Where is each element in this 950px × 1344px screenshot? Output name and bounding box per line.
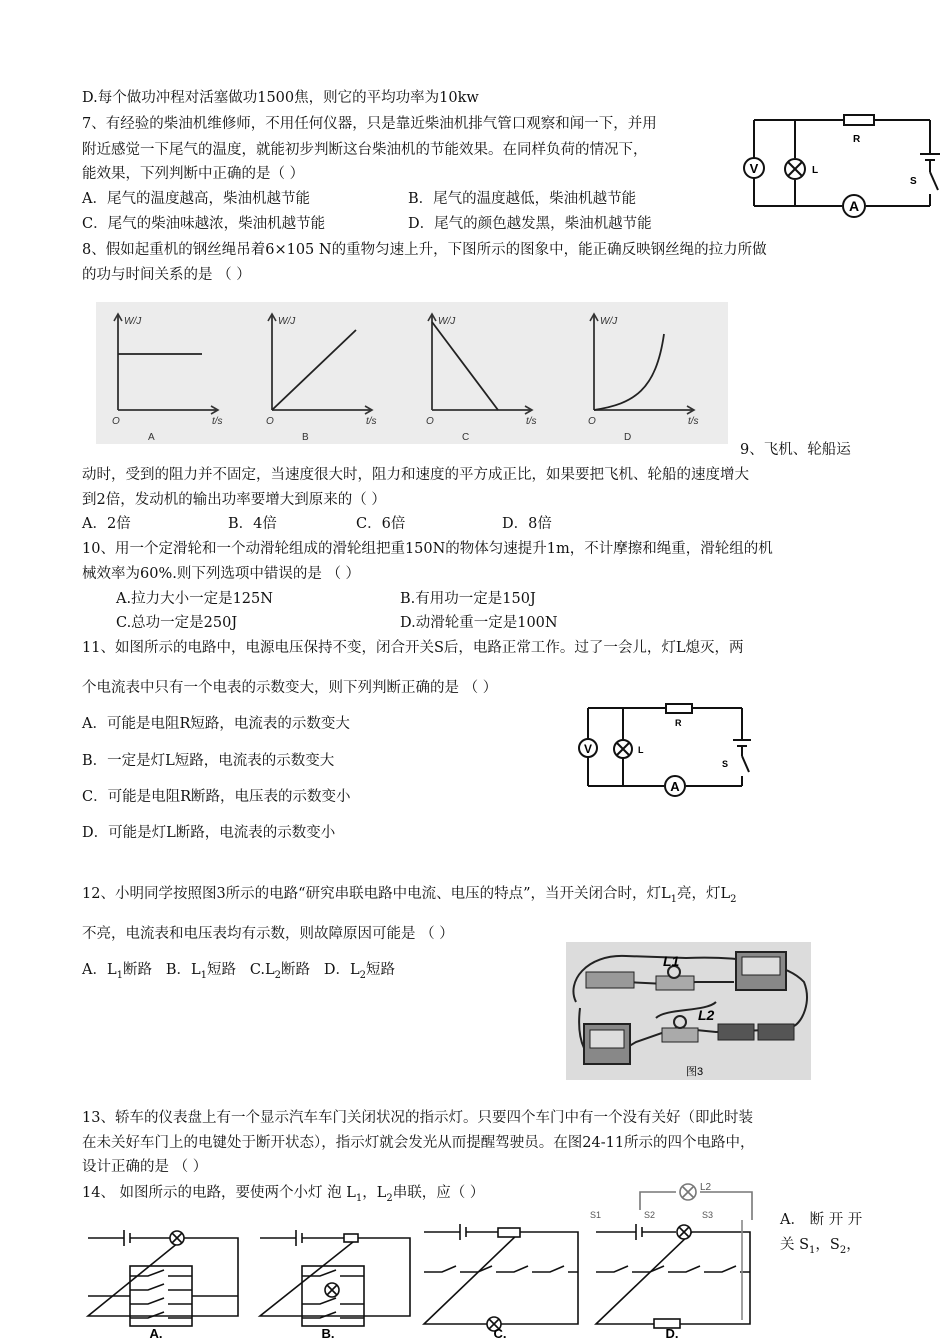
q9-option-c: C．6倍	[356, 516, 406, 532]
q10-option-d: D.动滑轮重一定是100N	[400, 615, 558, 631]
svg-text:B.: B.	[321, 1326, 335, 1341]
q7-stem-line2: 附近感觉一下尾气的温度，就能初步判断这台柴油机的节能效果。在同样负荷的情况下，	[82, 142, 648, 158]
q7-stem-line3: 能效果，下列判断中正确的是（ ）	[82, 166, 305, 182]
q13-circuit-c	[424, 1224, 578, 1331]
q9-option-b: B．4倍	[228, 516, 277, 532]
q8-stem-line1: 8、假如起重机的钢丝绳吊着6×105 N的重物匀速上升，下图所示的图象中，能正确反映钢丝绳的拉力所做	[82, 242, 767, 258]
q12-stem-line2: 不亮，电流表和电压表均有示数，则故障原因可能是 （ ）	[82, 926, 454, 942]
graph-a-label: A	[148, 432, 155, 443]
svg-text:R: R	[853, 134, 861, 145]
q9-option-d: D．8倍	[502, 516, 552, 532]
q11-option-d: D．可能是灯L断路，电流表的示数变小	[82, 825, 336, 841]
graph-b-origin: O	[266, 416, 274, 427]
svg-text:L: L	[638, 745, 644, 755]
graph-d-ylabel: W/J	[600, 316, 618, 327]
q10-stem-line1: 10、用一个定滑轮和一个动滑轮组成的滑轮组把重150N的物体匀速提升1m，不计摩擦和绳重，滑轮组的机	[82, 541, 773, 557]
q8-graphs	[96, 302, 728, 444]
svg-text:图3: 图3	[686, 1066, 704, 1078]
q9-stem-line2: 动时，受到的阻力并不固定，当速度很大时，阻力和速度的平方成正比，如果要把飞机、轮船的速度增大	[82, 467, 749, 483]
resistor-icon	[844, 115, 874, 125]
q14-option-a-line2: 关 $S_1$，$S_2$，	[780, 1237, 861, 1256]
q14-circuit-diagram	[588, 1180, 774, 1220]
q11-option-b: B．一定是灯L短路，电流表的示数变大	[82, 753, 335, 769]
q7-option-c: C．尾气的柴油味越浓，柴油机越节能	[82, 216, 326, 232]
q7-option-b: B．尾气的温度越低，柴油机越节能	[408, 191, 637, 207]
battery-icon	[758, 1024, 794, 1040]
q13-circuit-b	[260, 1230, 410, 1326]
q10-option-c: C.总功一定是250J	[116, 615, 238, 631]
q10-option-b: B.有用功一定是150J	[400, 591, 536, 607]
q14-stem: 14、 如图所示的电路，要使两个小灯 泡 $L_1$，$L_2$串联，应（ ）	[82, 1185, 485, 1204]
svg-text:A: A	[670, 779, 680, 794]
svg-text:L2: L2	[700, 1182, 712, 1193]
graph-a-origin: O	[112, 416, 120, 427]
svg-text:A: A	[848, 198, 860, 214]
battery-icon	[718, 1024, 754, 1040]
q13-stem-line2: 在未关好车门上的电键处于断开状态），指示灯就会发光从而提醒驾驶员。在图24-11所示的四个电路中，	[82, 1135, 755, 1151]
svg-text:S2: S2	[644, 1210, 656, 1220]
graph-d-curve	[594, 334, 664, 410]
graph-a-xlabel: t/s	[212, 416, 223, 427]
graph-c-ylabel: W/J	[438, 316, 456, 327]
svg-text:L: L	[812, 165, 819, 176]
q14-option-a-line1: A． 断 开 开	[780, 1212, 863, 1228]
svg-text:C.: C.	[493, 1326, 507, 1341]
svg-text:V: V	[583, 742, 593, 756]
graph-c-xlabel: t/s	[526, 416, 537, 427]
q11-stem-line2: 个电流表中只有一个电表的示数变大，则下列判断正确的是 （ ）	[82, 680, 498, 696]
q12-options: A．$L_1$断路 B．$L_1$短路 $C.L_2$断路 D．$L_2$短路	[82, 962, 395, 981]
q11-stem-line1: 11、如图所示的电路中，电源电压保持不变，闭合开关S后，电路正常工作。过了一会儿，灯L熄灭，两	[82, 640, 744, 656]
graph-a-ylabel: W/J	[124, 316, 142, 327]
q12-stem-line1: 12、小明同学按照图3所示的电路“研究串联电路中电流、电压的特点”，当开关闭合时，灯$L_1$亮，灯$L_2$	[82, 886, 737, 905]
graph-b-ylabel: W/J	[278, 316, 296, 327]
q13-circuit-d	[596, 1224, 750, 1328]
q11-option-a: A．可能是电阻R短路，电流表的示数变大	[82, 716, 350, 732]
svg-text:L2: L2	[698, 1007, 715, 1023]
graph-d-label: D	[624, 432, 632, 443]
q12-circuit-photo	[566, 942, 811, 1080]
svg-text:S: S	[910, 176, 917, 187]
graph-b-curve	[272, 330, 356, 410]
q10-option-a: A.拉力大小一定是125N	[116, 591, 273, 607]
graph-d-xlabel: t/s	[688, 416, 699, 427]
q10-stem-line2: 械效率为60%.则下列选项中错误的是 （ ）	[82, 566, 361, 582]
graph-c-label: C	[462, 432, 470, 443]
q9-stem-line3: 到2倍，发动机的输出功率要增大到原来的（ ）	[82, 492, 386, 508]
svg-text:A.: A.	[149, 1326, 163, 1341]
q7-circuit-diagram	[740, 108, 945, 220]
q7-stem-line1: 7、有经验的柴油机维修师，不用任何仪器，只是靠近柴油机排气管口观察和闻一下，并用	[82, 116, 657, 132]
svg-text:S1: S1	[590, 1210, 602, 1220]
resistor-icon	[666, 704, 692, 713]
graph-d-origin: O	[588, 416, 596, 427]
svg-text:R: R	[675, 718, 682, 728]
svg-text:S: S	[722, 759, 729, 769]
q13-circuit-a	[88, 1230, 238, 1326]
svg-text:D.: D.	[665, 1326, 679, 1341]
q13-stem-line3: 设计正确的是 （ ）	[82, 1159, 208, 1175]
q6-option-d: D.每个做功冲程对活塞做功1500焦，则它的平均功率为10kw	[82, 90, 479, 106]
svg-text:V: V	[749, 161, 759, 176]
svg-text:S3: S3	[702, 1210, 714, 1220]
q8-stem-line2: 的功与时间关系的是 （ ）	[82, 267, 251, 283]
graph-c-origin: O	[426, 416, 434, 427]
q9-option-a: A．2倍	[82, 516, 131, 532]
q7-option-a: A．尾气的温度越高，柴油机越节能	[82, 191, 310, 207]
svg-text:L1: L1	[663, 953, 680, 969]
q13-circuits	[80, 1220, 760, 1344]
graph-b-xlabel: t/s	[366, 416, 377, 427]
lamp-icon	[674, 1016, 686, 1028]
graph-b-label: B	[302, 432, 309, 443]
q7-option-d: D．尾气的颜色越发黑，柴油机越节能	[408, 216, 652, 232]
q11-option-c: C．可能是电阻R断路，电压表的示数变小	[82, 789, 351, 805]
q13-stem-line1: 13、轿车的仪表盘上有一个显示汽车车门关闭状况的指示灯。只要四个车门中有一个没有关好（即此时装	[82, 1110, 753, 1126]
q11-circuit-diagram	[574, 700, 759, 800]
graph-c-curve	[432, 322, 498, 410]
q9-stem-line1: 9、飞机、轮船运	[740, 442, 851, 458]
